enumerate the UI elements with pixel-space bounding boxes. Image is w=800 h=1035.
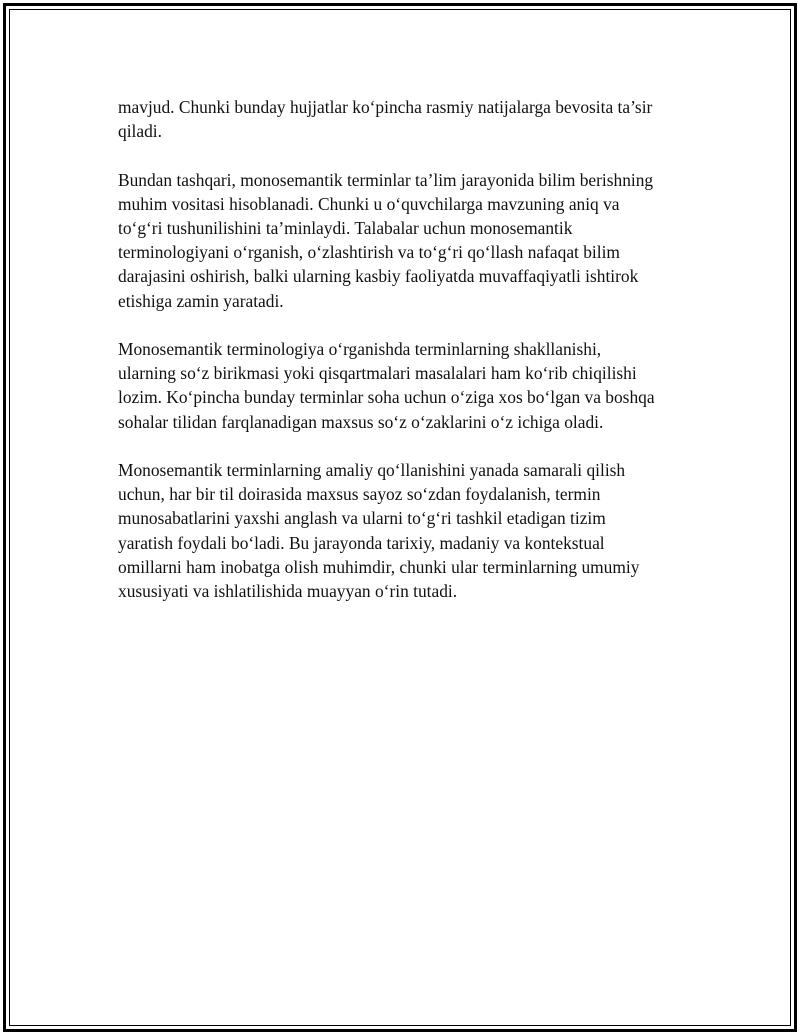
paragraph-line: xususiyati va ishlatilishida muayyan o‘rin tutadi. — [118, 581, 458, 602]
paragraph-line: to‘g‘ri tushunilishini ta’minlaydi. Talabalar uchun monosemantik — [118, 218, 573, 238]
paragraph-line: mavjud. Chunki bunday hujjatlar ko‘pincha rasmiy natijalarga bevosita ta’sir — [118, 97, 653, 117]
paragraph-line: muhim vositasi hisoblanadi. Chunki u o‘quvchilarga mavzuning aniq va — [118, 193, 620, 214]
paragraph-line: qiladi. — [118, 121, 162, 142]
paragraph-line: yaratish foydali bo‘ladi. Bu jarayonda tarixiy, madaniy va kontekstual — [118, 532, 605, 553]
paragraph-3 — [118, 337, 693, 434]
paragraph-line: omillarni ham inobatga olish muhimdir, chunki ular terminlarning umumiy — [118, 556, 640, 577]
paragraph-1 — [118, 95, 693, 143]
paragraph-line: ularning so‘z birikmasi yoki qisqartmalari masalalari ham ko‘rib chiqilishi — [118, 363, 637, 384]
paragraph-line: lozim. Ko‘pincha bunday terminlar soha uchun o‘ziga xos bo‘lgan va boshqa — [118, 387, 655, 408]
document-body — [118, 95, 693, 627]
paragraph-line: uchun, har bir til doirasida maxsus sayoz so‘zdan foydalanish, termin — [118, 484, 601, 505]
paragraph-line: Bundan tashqari, monosemantik terminlar ta’lim jarayonida bilim berishning — [118, 169, 654, 190]
paragraph-line: etishiga zamin yaratadi. — [118, 290, 284, 311]
paragraph-line: munosabatlarini yaxshi anglash va ularni to‘g‘ri tashkil etadigan tizim — [118, 508, 606, 529]
paragraph-line: Monosemantik terminologiya o‘rganishda terminlarning shakllanishi, — [118, 339, 602, 359]
paragraph-line: sohalar tilidan farqlanadigan maxsus so‘z o‘zaklarini o‘z ichiga oladi. — [118, 411, 604, 432]
paragraph-4 — [118, 458, 693, 603]
paragraph-line: Monosemantik terminlarning amaliy qo‘llanishini yanada samarali qilish — [118, 460, 626, 480]
paragraph-2 — [118, 168, 693, 313]
paragraph-line: terminologiyani o‘rganish, o‘zlashtirish va to‘g‘ri qo‘llash nafaqat bilim — [118, 242, 620, 263]
paragraph-line: darajasini oshirish, balki ularning kasbiy faoliyatda muvaffaqiyatli ishtirok — [118, 266, 639, 287]
